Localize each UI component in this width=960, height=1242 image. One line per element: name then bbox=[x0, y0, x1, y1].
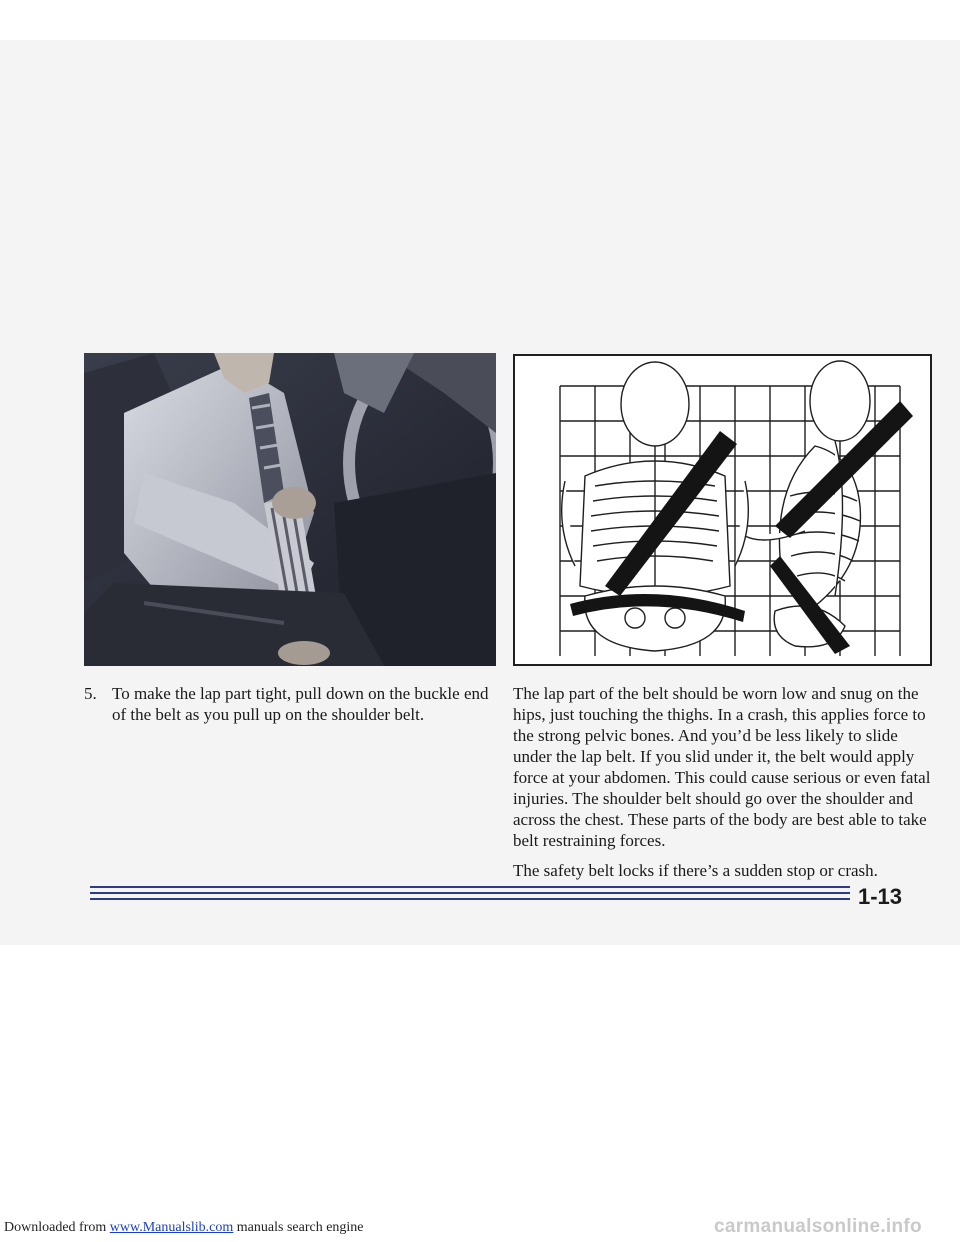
scan-margin-bottom bbox=[0, 945, 960, 1242]
seatbelt-photo-illustration bbox=[84, 353, 496, 666]
scan-margin-top bbox=[0, 0, 960, 40]
instruction-step bbox=[84, 683, 494, 725]
page-number: 1-13 bbox=[858, 884, 903, 909]
seatbelt-photo bbox=[84, 353, 496, 666]
paragraph-belt-locks: The safety belt locks if there’s a sudden stop or crash. bbox=[513, 861, 878, 880]
manualslib-link[interactable]: www.Manualslib.com bbox=[109, 1220, 234, 1235]
banner-prefix: Downloaded from bbox=[4, 1220, 110, 1235]
skeleton-belt-diagram bbox=[513, 354, 932, 666]
footer-rule-middle bbox=[90, 892, 850, 894]
skeleton-diagram-illustration bbox=[515, 356, 930, 664]
banner-suffix: manuals search engine bbox=[233, 1220, 364, 1235]
step-text: To make the lap part tight, pull down on the buckle end of the belt as you pull up on the shoulder belt. bbox=[112, 684, 489, 724]
step-number: 5. bbox=[84, 684, 97, 703]
footer-rule-top bbox=[90, 886, 850, 888]
body-text bbox=[513, 683, 933, 890]
download-banner bbox=[4, 1220, 364, 1236]
paragraph-lap-belt: The lap part of the belt should be worn low and snug on the hips, just touching the thighs. In a crash, this applies force to the strong pelvic bones. And you’d be less likely to slide under the lap belt. If you slid under it, the belt would apply force at your abdomen. This could cause serious or even fatal injuries. The shoulder belt should go over the shoulder and across the chest. These parts of the body are best able to take belt restraining forces. bbox=[513, 684, 931, 850]
watermark-text: carmanualsonline.info bbox=[714, 1216, 922, 1237]
footer-rule-bottom bbox=[90, 898, 850, 900]
